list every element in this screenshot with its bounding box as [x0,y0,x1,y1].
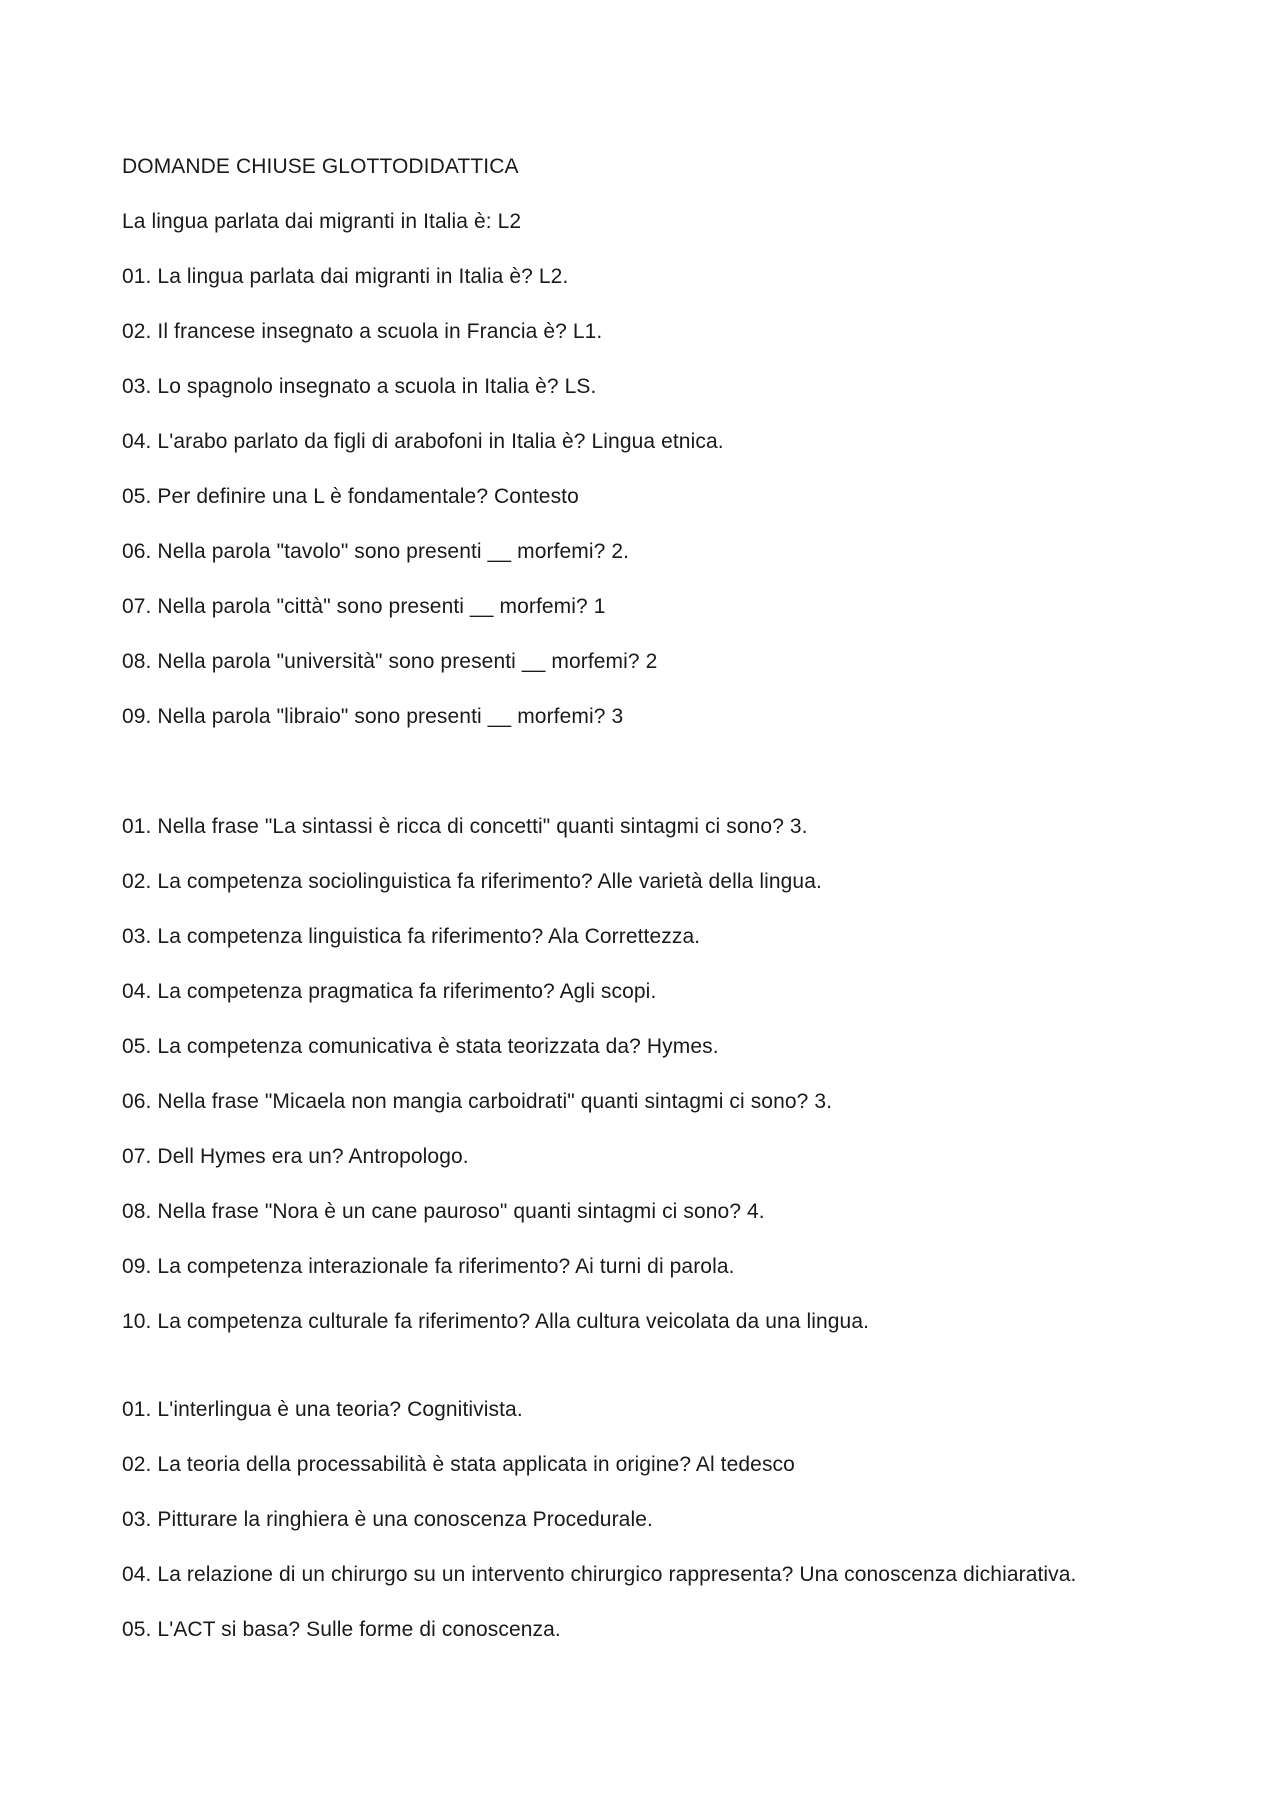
question-item: 04. La competenza pragmatica fa riferimento? Agli scopi. [122,980,657,1003]
question-item: 03. Lo spagnolo insegnato a scuola in Italia è? LS. [122,375,597,398]
question-item: 06. Nella parola "tavolo" sono presenti __ morfemi? 2. [122,540,630,563]
question-item: 05. La competenza comunicativa è stata teorizzata da? Hymes. [122,1035,719,1058]
section-1 [122,264,1182,730]
section-2 [122,814,1182,1335]
question-item: 09. La competenza interazionale fa riferimento? Ai turni di parola. [122,1255,735,1278]
question-item: 04. L'arabo parlato da figli di arabofoni in Italia è? Lingua etnica. [122,430,724,453]
question-item: 01. La lingua parlata dai migranti in Italia è? L2. [122,265,569,288]
section-spacer [122,759,1182,814]
question-item: 07. Nella parola "città" sono presenti __ morfemi? 1 [122,595,606,618]
question-item: 03. Pitturare la ringhiera è una conoscenza Procedurale. [122,1508,653,1531]
question-item: 09. Nella parola "libraio" sono presenti __ morfemi? 3 [122,705,624,728]
document-title: DOMANDE CHIUSE GLOTTODIDATTICA [122,155,519,178]
question-item: 05. Per definire una L è fondamentale? Contesto [122,485,579,508]
question-item: 01. L'interlingua è una teoria? Cognitivista. [122,1398,523,1421]
question-item: 01. Nella frase "La sintassi è ricca di concetti" quanti sintagmi ci sono? 3. [122,815,808,838]
document-body [122,154,1182,1672]
question-item: 03. La competenza linguistica fa riferimento? Ala Correttezza. [122,925,701,948]
question-item: 07. Dell Hymes era un? Antropologo. [122,1145,469,1168]
section-3 [122,1397,1182,1643]
question-item: 10. La competenza culturale fa riferimento? Alla cultura veicolata da una lingua. [122,1310,870,1333]
intro-line: La lingua parlata dai migranti in Italia è: L2 [122,210,522,233]
question-item: 02. La competenza sociolinguistica fa riferimento? Alle varietà della lingua. [122,870,822,893]
section-spacer [122,1364,1182,1397]
question-item: 05. L'ACT si basa? Sulle forme di conoscenza. [122,1618,561,1641]
question-item: 04. La relazione di un chirurgo su un intervento chirurgico rappresenta? Una conoscenza dichiarativa. [122,1563,1077,1586]
question-item: 02. Il francese insegnato a scuola in Francia è? L1. [122,320,603,343]
question-item: 06. Nella frase "Micaela non mangia carboidrati" quanti sintagmi ci sono? 3. [122,1090,833,1113]
question-item: 08. Nella parola "università" sono presenti __ morfemi? 2 [122,650,658,673]
question-item: 02. La teoria della processabilità è stata applicata in origine? Al tedesco [122,1453,795,1476]
question-item: 08. Nella frase "Nora è un cane pauroso" quanti sintagmi ci sono? 4. [122,1200,765,1223]
